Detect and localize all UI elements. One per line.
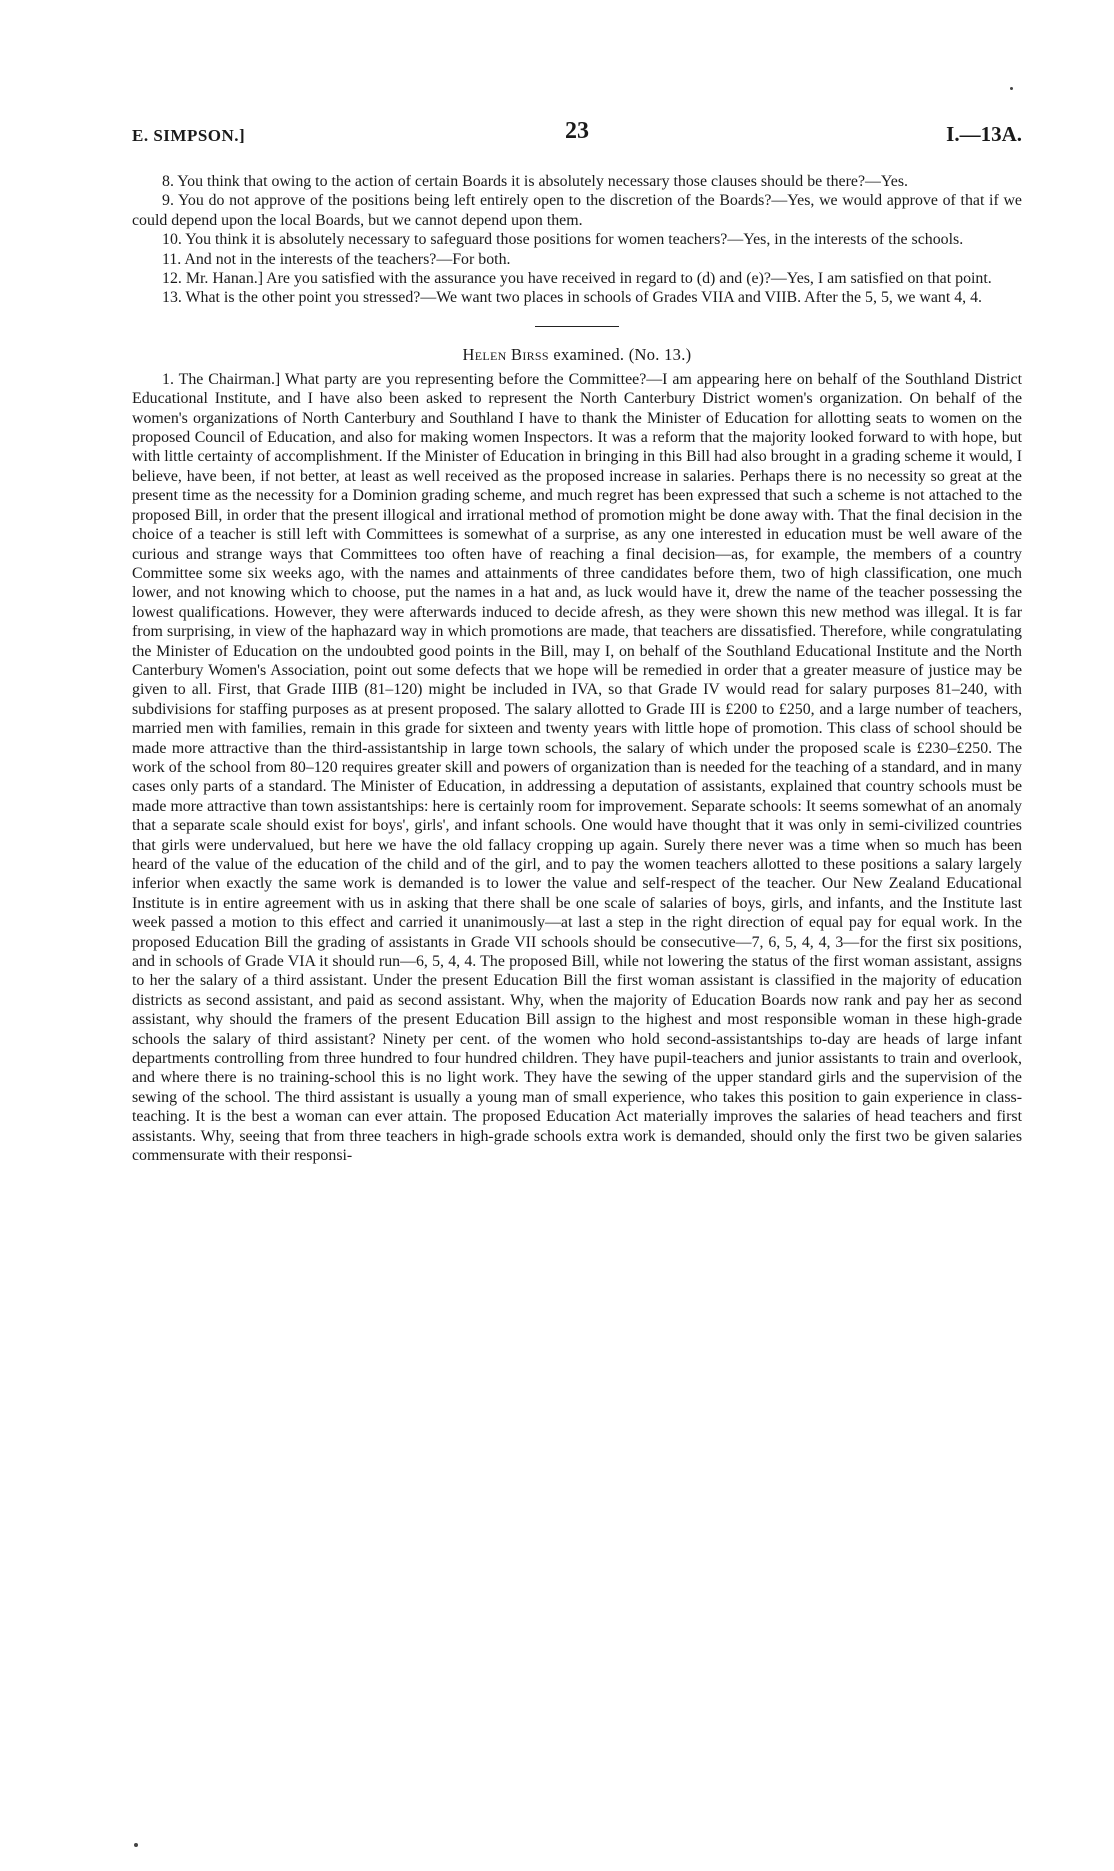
birss-answer-1: 1. The Chairman.] What party are you representing before the Committee?—I am appearing here on behalf of the Southland District Educational Institute, and I have also been asked to represent the North Canterbury District women's organization. On behalf of the women's organizations of North Canterbury and Southland I have to thank the Minister of Education for allotting seats to women on the proposed Council of Education, and also for making women Inspectors. It was a reform that the majority looked forward to with hope, but with little certainty of accomplishment. If the Minister of Education in bringing in this Bill had also brought in a grading scheme it would, I believe, have been, if not better, at least as well received as the proposed increase in salaries. Perhaps there is no necessity so great at the present time as the necessity for a Dominion grading scheme, and much regret has been expressed that such a scheme is not attached to the proposed Bill, in order that the present illogical and irrational method of promotion might be done away with. That the final decision in the choice of a teacher is still left with Committees is somewhat of a surprise, as any one interested in education must be well aware of the curious and strange ways that Committees too often have of reaching a final decision—as, for example, the members of a country Committee some six weeks ago, with the names and attainments of three candidates before them, two of high classification, one much lower, and not knowing which to choose, put the names in a hat and, as luck would have it, drew the name of the teacher possessing the lowest qualifications. However, they were afterwards induced to decide afresh, as they were shown this new method was illegal. It is far from surprising, in view of the haphazard way in which promotions are made, that teachers are dissatisfied. Therefore, while congratulating the Minister of Education on the undoubted good points in the Bill, may I, on behalf of the Southland Educational Institute and the North Canterbury Women's Association, point out some defects that we hope will be remedied in order that a greater measure of justice may be given to all. First, that Grade IIIB (81–120) might be included in IVA, so that Grade IV would read for salary purposes 81–240, with subdivisions for staffing purposes as at present proposed. The salary allotted to Grade III is £200 to £250, and a large number of teachers, married men with families, remain in this grade for sixteen and twenty years with little hope of promotion. This class of school should be made more attractive than the third-assistantship in large town schools, the salary of which under the proposed scale is £230–£250. The work of the school from 80–120 requires greater skill and powers of organization than is needed for the teaching of a standard, and in many cases only parts of a standard. The Minister of Education, in addressing a deputation of assistants, explained that country schools must be made more attractive than town assistantships: here is certainly room for improvement. Separate schools: It seems somewhat of an anomaly that a separate scale should exist for boys', girls', and infant schools. One would have thought that it was only in semi-civilized countries that girls were undervalued, but here we have the old fallacy cropping up again. Surely there never was a time when so much has been heard of the value of the education of the child and of the girl, and to pay the women teachers allotted to these positions a salary largely inferior when exactly the same work is demanded is to lower the value and self-respect of the teacher. Our New Zealand Educational Institute is in entire agreement with us in asking that there shall be one scale of salaries of boys, girls, and infants, and the Institute last week passed a motion to this effect and carried it unanimously—at last a step in the right direction of equal pay for equal work. In the proposed Education Bill the grading of assistants in Grade VII schools should be consecutive—7, 6, 5, 4, 4, 3—for the first six positions, and in schools of Grade VIA it should run—6, 5, 4, 4. The proposed Bill, while not lowering the status of the first woman assistant, assigns to her the salary of a third assistant. Under the present Education Bill the first woman assistant is classified in the majority of education districts as second assistant, and paid as second assistant. Why, when the majority of Education Boards now rank and pay her as second assistant, why should the framers of the present Education Bill assign to the highest and most responsible woman in these high-grade schools the salary of third assistant? Ninety per cent. of the women who hold second-assistantships to-day are heads of large infant departments controlling from three hundred to four hundred children. They have pupil-teachers and junior assistants to train and overlook, and where there is no training-school this is no light work. They have the sewing of the upper standard girls and the supervision of the sewing of the school. The third assistant is usually a young man of small experience, who takes this position to gain experience in class-teaching. It is the best a woman can ever attain. The proposed Education Act materially improves the salaries of head teachers and first assistants. Why, seeing that from three teachers in high-grade schools extra work is demanded, should only the first two be given salaries commensurate with their responsi-: [132, 370, 1022, 1165]
question-8: 8. You think that owing to the action of certain Boards it is absolutely necessary those clauses should be there?—Yes.: [162, 173, 908, 190]
question-12: 12. Mr. Hanan.] Are you satisfied with the assurance you have received in regard to (d) and (e)?—Yes, I am satisfied on that point.: [162, 270, 992, 288]
simpson-evidence: [132, 172, 1022, 308]
page-number: 23: [565, 118, 589, 144]
stray-mark: [1010, 87, 1013, 90]
witness-name: Helen Birss: [462, 344, 549, 364]
question-11: 11. And not in the interests of the teachers?—For both.: [162, 250, 511, 268]
question-9: 9. You do not approve of the positions being left entirely open to the discretion of the Boards?—Yes, we would approve of that if we could depend upon the local Boards, but we cannot depend upon them.: [132, 192, 1022, 229]
birss-evidence: [132, 370, 1022, 1166]
question-10: 10. You think it is absolutely necessary to safeguard those positions for women teachers?—Yes, in the interests of the schools.: [162, 231, 964, 249]
heading-rest: examined. (No. 13.): [553, 344, 692, 364]
section-divider: [535, 326, 619, 327]
header-paper-ref: I.—13A.: [946, 122, 1022, 146]
stray-mark-bottom: [134, 1843, 138, 1847]
header-witness: E. SIMPSON.]: [132, 126, 246, 145]
page-header: [132, 118, 1022, 158]
question-13: 13. What is the other point you stressed?—We want two places in schools of Grades VIIA and VIIB. After the 5, 5, we want 4, 4.: [162, 289, 983, 307]
section-heading: [132, 345, 1022, 365]
